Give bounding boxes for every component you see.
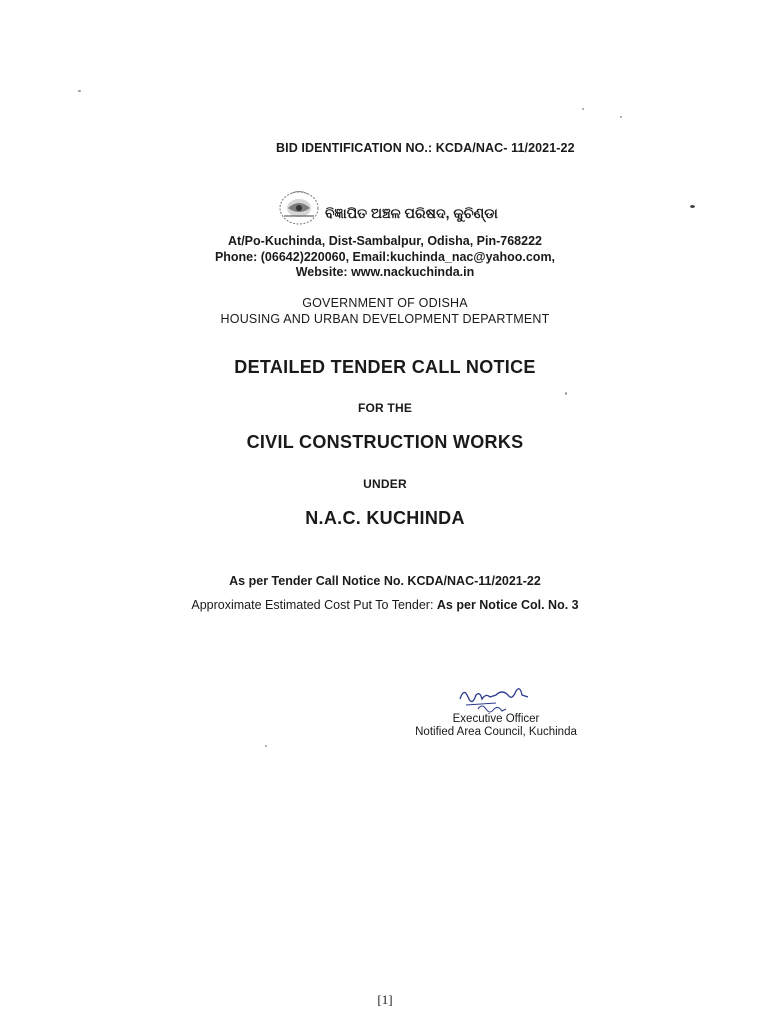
under-label: UNDER xyxy=(363,477,407,491)
scan-speck xyxy=(690,205,695,208)
office-address: At/Po-Kuchinda, Dist-Sambalpur, Odisha, Pin-768222 xyxy=(228,234,542,248)
scan-speck xyxy=(620,116,622,118)
signatory-designation: Executive Officer xyxy=(452,713,540,725)
estimated-cost-value: As per Notice Col. No. 3 xyxy=(436,598,579,612)
scan-speck xyxy=(265,745,267,747)
organisation-heading: N.A.C. KUCHINDA xyxy=(305,508,465,528)
scan-speck xyxy=(565,392,567,395)
bid-identification: BID IDENTIFICATION NO.: KCDA/NAC- 11/2021-22 xyxy=(276,141,575,155)
estimated-cost-label: Approximate Estimated Cost Put To Tender: xyxy=(191,598,434,612)
department-name: HOUSING AND URBAN DEVELOPMENT DEPARTMENT xyxy=(220,312,550,326)
government-name: GOVERNMENT OF ODISHA xyxy=(302,296,468,310)
tender-reference: As per Tender Call Notice No. KCDA/NAC-11/2021-22 xyxy=(229,574,541,588)
signatory-office: Notified Area Council, Kuchinda xyxy=(415,726,577,738)
for-the-label: FOR THE xyxy=(357,401,413,415)
scan-speck xyxy=(582,108,584,110)
office-contact: Phone: (06642)220060, Email:kuchinda_nac@yahoo.com, xyxy=(214,250,556,264)
page-number: [1] xyxy=(377,992,393,1007)
office-name-odia: ବିଜ୍ଞାପିତ ଅଞ୍ଚଳ ପରିଷଦ, କୁଚିଣ୍ଡା xyxy=(325,205,498,221)
estimated-cost-line xyxy=(0,598,770,612)
ashoka-emblem-icon xyxy=(276,186,322,228)
work-type-heading: CIVIL CONSTRUCTION WORKS xyxy=(246,432,524,452)
scan-speck xyxy=(78,90,81,92)
document-title: DETAILED TENDER CALL NOTICE xyxy=(234,357,536,377)
office-website: Website: www.nackuchinda.in xyxy=(295,265,475,279)
signature-mark xyxy=(456,681,536,715)
